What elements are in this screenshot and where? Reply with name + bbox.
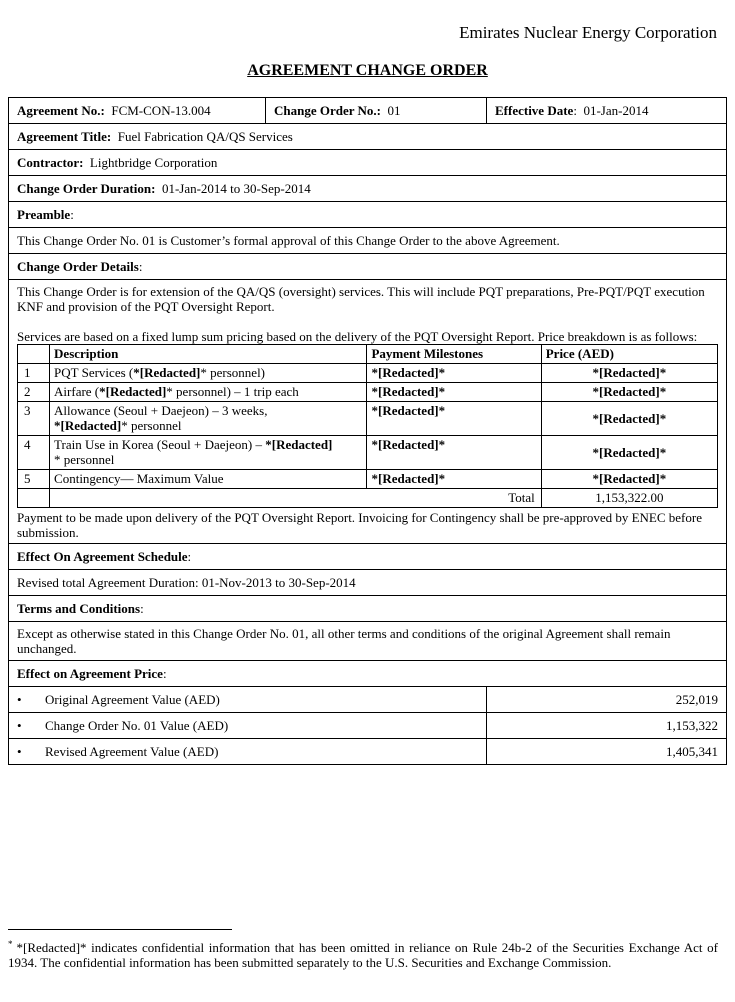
price-row-price: *[Redacted]* bbox=[541, 402, 717, 436]
bullet-icon: • bbox=[17, 718, 22, 733]
agreement-title-value: Fuel Fabrication QA/QS Services bbox=[117, 129, 293, 144]
footnote-divider bbox=[8, 929, 232, 930]
price-row-milestone: *[Redacted]* bbox=[367, 470, 541, 489]
footnote-text: *[Redacted]* indicates confidential information that has been omitted in reliance on Rule 24b-2 of the Securities Exchange Act of 1934. The confidential information has been submitted separately to the U.S. Securities and Exchange Commission. bbox=[8, 940, 718, 970]
schedule-heading: Effect On Agreement Schedule: bbox=[9, 544, 727, 570]
price-effect-row bbox=[9, 713, 727, 739]
bullet-icon: • bbox=[17, 692, 22, 707]
change-order-no-label: Change Order No.: bbox=[274, 103, 382, 118]
price-row-milestone: *[Redacted]* bbox=[367, 364, 541, 383]
price-header-row bbox=[18, 345, 718, 364]
agreement-no-label: Agreement No.: bbox=[17, 103, 105, 118]
price-row-price: *[Redacted]* bbox=[541, 383, 717, 402]
change-order-table bbox=[8, 97, 727, 765]
agreement-no-cell bbox=[9, 98, 266, 124]
terms-text: Except as otherwise stated in this Change Order No. 01, all other terms and conditions of the original Agreement shall remain unchanged. bbox=[9, 622, 727, 661]
agreement-no-value: FCM-CON-13.004 bbox=[111, 103, 211, 118]
price-header-milestones: Payment Milestones bbox=[367, 345, 541, 364]
duration-label: Change Order Duration: bbox=[17, 181, 156, 196]
agreement-title-cell bbox=[9, 124, 727, 150]
price-total-row bbox=[18, 489, 718, 508]
duration-value: 01-Jan-2014 to 30-Sep-2014 bbox=[161, 181, 311, 196]
price-effect-row bbox=[9, 687, 727, 713]
price-effect-item-value: 1,153,322 bbox=[487, 713, 727, 739]
duration-row bbox=[9, 176, 727, 202]
document-title: AGREEMENT CHANGE ORDER bbox=[247, 62, 488, 79]
company-name: Emirates Nuclear Energy Corporation bbox=[459, 23, 717, 42]
price-row bbox=[18, 364, 718, 383]
price-header-price: Price (AED) bbox=[541, 345, 717, 364]
contractor-value: Lightbridge Corporation bbox=[89, 155, 218, 170]
price-row-description: PQT Services (*[Redacted]* personnel) bbox=[50, 364, 367, 383]
preamble-heading-row bbox=[9, 202, 727, 228]
price-total-value: 1,153,322.00 bbox=[541, 489, 717, 508]
contractor-row bbox=[9, 150, 727, 176]
terms-heading: Terms and Conditions: bbox=[9, 596, 727, 622]
details-paragraph-2: Services are based on a fixed lump sum pricing based on the delivery of the PQT Oversight Report. Price breakdown is as follows: bbox=[17, 329, 698, 344]
price-effect-heading-row bbox=[9, 661, 727, 687]
price-row bbox=[18, 436, 718, 470]
schedule-text-row bbox=[9, 570, 727, 596]
footnote-marker: * bbox=[8, 939, 13, 949]
details-paragraph-1: This Change Order is for extension of the QA/QS (oversight) services. This will include PQT preparations, Pre-PQT/PQT execution KNF and provision of the PQT Oversight Report. bbox=[17, 284, 705, 314]
price-header-num bbox=[18, 345, 50, 364]
footnote bbox=[8, 940, 718, 970]
contractor-label: Contractor: bbox=[17, 155, 84, 170]
terms-text-row bbox=[9, 622, 727, 661]
effective-date-cell: Effective Date: 01-Jan-2014 bbox=[487, 98, 727, 124]
price-total-label: Total bbox=[50, 489, 542, 508]
price-effect-row bbox=[9, 739, 727, 765]
price-row-description: Allowance (Seoul + Daejeon) – 3 weeks, *[Redacted]* personnel bbox=[50, 402, 367, 436]
contractor-cell bbox=[9, 150, 727, 176]
terms-heading-row bbox=[9, 596, 727, 622]
preamble-text-row bbox=[9, 228, 727, 254]
price-row-milestone: *[Redacted]* bbox=[367, 436, 541, 470]
details-body bbox=[9, 280, 727, 544]
price-row-price: *[Redacted]* bbox=[541, 436, 717, 470]
details-paragraph-3: Payment to be made upon delivery of the PQT Oversight Report. Invoicing for Contingency shall be pre-approved by ENEC before submission. bbox=[17, 510, 702, 540]
details-heading: Change Order Details: bbox=[9, 254, 727, 280]
schedule-text: Revised total Agreement Duration: 01-Nov-2013 to 30-Sep-2014 bbox=[9, 570, 727, 596]
price-row bbox=[18, 470, 718, 489]
change-order-no-cell bbox=[266, 98, 487, 124]
price-breakdown-table bbox=[17, 344, 718, 508]
price-row-num: 4 bbox=[18, 436, 50, 470]
price-effect-item-label: • Original Agreement Value (AED) bbox=[9, 687, 487, 713]
preamble-label: Preamble bbox=[17, 207, 71, 222]
price-effect-item-label: • Revised Agreement Value (AED) bbox=[9, 739, 487, 765]
price-row-price: *[Redacted]* bbox=[541, 364, 717, 383]
agreement-header-row bbox=[9, 98, 727, 124]
schedule-heading-row bbox=[9, 544, 727, 570]
price-row-price: *[Redacted]* bbox=[541, 470, 717, 489]
details-label: Change Order Details bbox=[17, 259, 139, 274]
agreement-title-label: Agreement Title: bbox=[17, 129, 112, 144]
price-effect-item-label: • Change Order No. 01 Value (AED) bbox=[9, 713, 487, 739]
price-row-description: Contingency— Maximum Value bbox=[50, 470, 367, 489]
preamble-text: This Change Order No. 01 is Customer’s formal approval of this Change Order to the above Agreement. bbox=[9, 228, 727, 254]
price-row-milestone: *[Redacted]* bbox=[367, 383, 541, 402]
price-row-num: 5 bbox=[18, 470, 50, 489]
details-body-row bbox=[9, 280, 727, 544]
agreement-title-row bbox=[9, 124, 727, 150]
duration-cell bbox=[9, 176, 727, 202]
schedule-label: Effect On Agreement Schedule bbox=[17, 549, 188, 564]
price-total-num bbox=[18, 489, 50, 508]
price-row-milestone: *[Redacted]* bbox=[367, 402, 541, 436]
details-heading-row bbox=[9, 254, 727, 280]
change-order-no-value: 01 bbox=[387, 103, 401, 118]
bullet-icon: • bbox=[17, 744, 22, 759]
price-effect-label: Effect on Agreement Price bbox=[17, 666, 163, 681]
price-row-num: 3 bbox=[18, 402, 50, 436]
price-effect-item-value: 1,405,341 bbox=[487, 739, 727, 765]
price-row bbox=[18, 383, 718, 402]
price-row-description: Airfare (*[Redacted]* personnel) – 1 trip each bbox=[50, 383, 367, 402]
effective-date-value: 01-Jan-2014 bbox=[583, 103, 649, 118]
price-row bbox=[18, 402, 718, 436]
price-header-description: Description bbox=[50, 345, 367, 364]
terms-label: Terms and Conditions bbox=[17, 601, 141, 616]
effective-date-label: Effective Date bbox=[495, 103, 574, 118]
price-row-description: Train Use in Korea (Seoul + Daejeon) – *[Redacted] * personnel bbox=[50, 436, 367, 470]
price-effect-item-value: 252,019 bbox=[487, 687, 727, 713]
price-effect-heading: Effect on Agreement Price: bbox=[9, 661, 727, 687]
price-row-num: 1 bbox=[18, 364, 50, 383]
price-row-num: 2 bbox=[18, 383, 50, 402]
preamble-heading: Preamble: bbox=[9, 202, 727, 228]
